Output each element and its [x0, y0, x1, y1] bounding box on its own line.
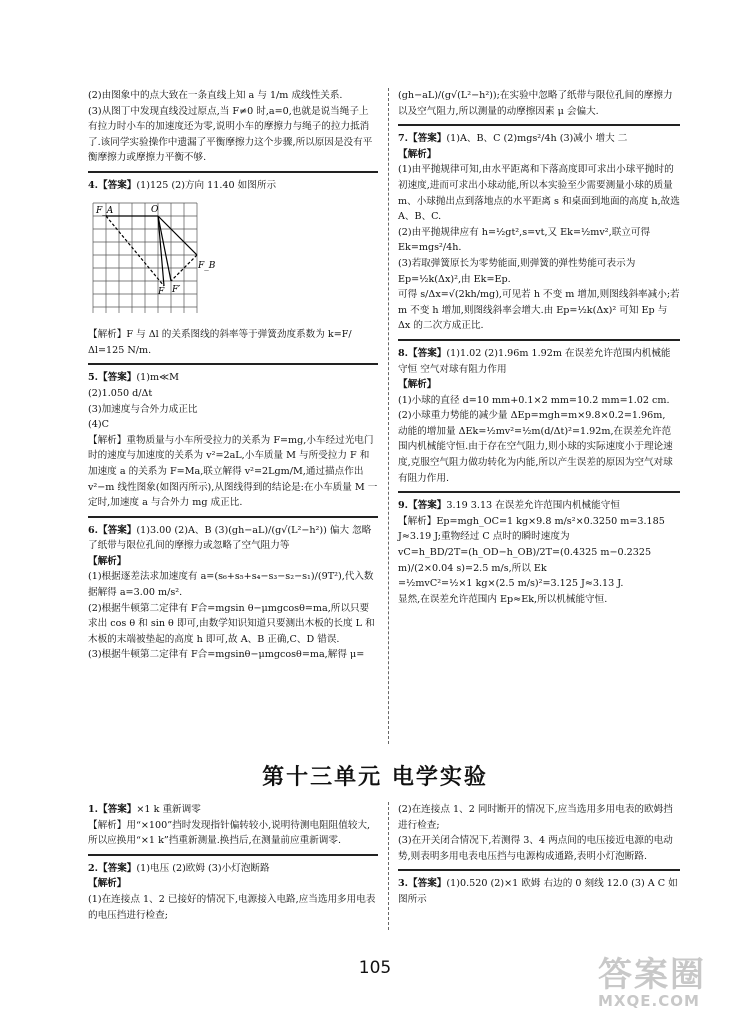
answer-line: 8.【答案】(1)1.02 (2)1.96m 1.92m 在误差允许范围内机械能守恒 空气对球有阻力作用 [398, 347, 671, 375]
label-fb: F_B [198, 260, 216, 271]
analysis: (2)在连接点 1、2 同时断开的情况下,应当选用多用电表的欧姆挡进行检查; [398, 804, 673, 831]
analysis-heading: 【解析】 [88, 878, 127, 890]
label-f-prime: F′ [172, 284, 181, 295]
paragraph: (3)从图丁中发现直线没过原点,当 F≠0 时,a=0,也就是说当绳子上有拉力时小车的加速度还为零,说明小车的摩擦力与绳子的拉力抵消了.该同学实验操作中遗漏了平衡摩擦力这个步骤,所以原因是没有平衡摩擦力或摩擦力平衡不够. [88, 105, 373, 164]
watermark-logo: 答案圈 MXQE.COM [598, 955, 706, 1010]
rule [398, 339, 680, 341]
answer-line: 5.【答案】(1)m≪M [88, 372, 179, 384]
answer-line: 1.【答案】×1 k 重新调零 [88, 804, 201, 815]
answer-line: 4.【答案】(1)125 (2)方向 11.40 如图所示 [88, 179, 277, 191]
page-number: 105 [358, 958, 392, 978]
analysis: (2)由平抛规律应有 h=½gt²,s=vt,又 Ek=½mv²,联立可得 Ek=mgs²/4h. [398, 226, 651, 254]
right-column [398, 88, 680, 607]
rule [88, 854, 378, 856]
column-divider [388, 88, 389, 744]
bottom-right-column [398, 802, 680, 908]
paragraph: (gh−aL)/(g√(L²−h²));在实验中忽略了纸带与限位孔间的摩擦力以及空气阻力,所以测量的动摩擦因素 μ 会偏大. [398, 90, 673, 117]
analysis: 【解析】重物质量与小车所受拉力的关系为 F=mg,小车经过光电门时的速度与加速度的关系为 v²=2aL,小车质量 M 与所受拉力 F 和加速度 a 的关系为 F=Ma,联立解得 v²=2Lgm/M,通过描点作出 v²−m 线性图象(如图丙所示),从图线得到的结论是:在小车质量 M 一定时,加速度 a 与合外力 mg 成正比. [88, 434, 378, 509]
answer-line: 2.【答案】(1)电压 (2)欧姆 (3)小灯泡断路 [88, 862, 270, 874]
rule [88, 171, 378, 173]
answer-line: (4)C [88, 419, 109, 431]
left-column [88, 88, 378, 663]
analysis: =½mvC²=½×1 kg×(2.5 m/s)²=3.125 J≈3.13 J. [398, 578, 624, 590]
f-prime-vector [158, 216, 164, 286]
answer-line: 7.【答案】(1)A、B、C (2)mgs²/4h (3)减小 增大 二 [398, 133, 628, 145]
analysis: 【解析】F 与 Δl 的关系图线的斜率等于弹簧劲度系数为 k=F/Δl=125 N/m. [88, 329, 352, 356]
analysis: (2)根据牛顿第二定律有 F合=mgsin θ−μmgcosθ=ma,所以只要求出 cos θ 和 sin θ 即可,由数学知识知道只要测出木板的长度 L 和木板的末端被垫起的高度 h 即可,故 A、B 正确,C、D 错误. [88, 602, 375, 645]
analysis: (3)在开关闭合情况下,若测得 3、4 两点间的电压接近电源的电动势,则表明多用电表电压挡与电源构成通路,表明小灯泡断路. [398, 835, 673, 862]
rule [398, 124, 680, 126]
f-vector [158, 216, 171, 281]
label-fa: F_A [96, 205, 114, 216]
rule [398, 491, 680, 493]
analysis: (3)根据牛顿第二定律有 F合=mgsinθ−μmgcosθ=ma,解得 μ= [88, 649, 365, 661]
analysis: 可得 s/Δx=√(2kh/mg),可见若 h 不变 m 增加,则图线斜率减小;若 m 不变 h 增加,则图线斜率会增大.由 Ep=½k(Δx)² 可知 Ep 与 Δx 的二次方成正比. [398, 289, 680, 332]
analysis: (1)由平抛规律可知,由水平距离和下落高度即可求出小球平抛时的初速度,进而可求出小球动能,所以本实验至少需要测量小球的质量 m、小球抛出点到落地点的水平距离 s 和桌面到地面的高度 h,故选 A、B、C. [398, 164, 680, 223]
answer-line: 3.【答案】(1)0.520 (2)×1 欧姆 右边的 0 刻线 12.0 (3) A C 如图所示 [398, 878, 678, 905]
analysis-heading: 【解析】 [398, 148, 437, 160]
force-diagram [88, 198, 218, 318]
section-title: 第十三单元 电学实验 [262, 764, 488, 790]
paragraph: (2)由图象中的点大致在一条直线上知 a 与 1/m 成线性关系. [88, 90, 343, 101]
analysis: vC=h_BD/2T=(h_OD−h_OB)/2T=(0.4325 m−0.2325 m)/(2×0.04 s)=2.5 m/s,所以 Ek [398, 547, 652, 574]
label-f: F [158, 286, 165, 297]
analysis: (1)根据逐差法求加速度有 a=(s₆+s₅+s₄−s₃−s₂−s₁)/(9T²),代入数据解得 a=3.00 m/s². [88, 571, 374, 599]
answer-line: 9.【答案】3.19 3.13 在误差允许范围内机械能守恒 [398, 500, 620, 512]
analysis: 显然,在误差允许范围内 Ep≈Ek,所以机械能守恒. [398, 593, 608, 605]
label-o: O [151, 204, 159, 215]
dashed-line [106, 216, 164, 286]
bottom-left-column [88, 802, 378, 923]
analysis: (1)小球的直径 d=10 mm+0.1×2 mm=10.2 mm=1.02 cm. [398, 394, 670, 406]
rule [398, 869, 680, 871]
analysis: 动能的增加量 ΔEk=½mv²=½m(d/Δt)²=1.92m,在误差允许范围内机械能守恒.由于存在空气阻力,则小球的实际速度小于理论速度,克服空气阻力做功转化为内能,所以产生误差的原因为空气对球有阻力作用. [398, 425, 673, 484]
analysis-heading: 【解析】 [88, 555, 127, 567]
analysis: (1)在连接点 1、2 已接好的情况下,电源接入电路,应当选用多用电表的电压挡进行检查; [88, 893, 376, 921]
fb-vector [158, 216, 197, 255]
analysis-heading: 【解析】 [398, 379, 437, 391]
analysis: 【解析】Ep=mgh_OC=1 kg×9.8 m/s²×0.3250 m=3.185 J≈3.19 J;重物经过 C 点时的瞬时速度为 [398, 515, 665, 543]
answer-line: (3)加速度与合外力成正比 [88, 403, 198, 415]
rule [88, 516, 378, 518]
analysis: (2)小球重力势能的减少量 ΔEp=mgh=m×9.8×0.2=1.96m, [398, 410, 666, 422]
analysis: 【解析】用“×100”挡时发现指针偏转较小,说明待测电阻阻值较大,所以应换用“×1 k”挡重新测量.换挡后,在测量前应重新调零. [88, 819, 371, 847]
analysis: (3)若取弹簧原长为零势能面,则弹簧的弹性势能可表示为 Ep=½k(Δx)²,由 Ek=Ep. [398, 257, 636, 285]
rule [88, 363, 378, 365]
column-divider [388, 802, 389, 930]
answer-line: 6.【答案】(1)3.00 (2)A、B (3)(gh−aL)/(g√(L²−h²)) 偏大 忽略了纸带与限位孔间的摩擦力或忽略了空气阻力等 [88, 524, 372, 552]
answer-line: (2)1.050 d/Δt [88, 387, 153, 399]
